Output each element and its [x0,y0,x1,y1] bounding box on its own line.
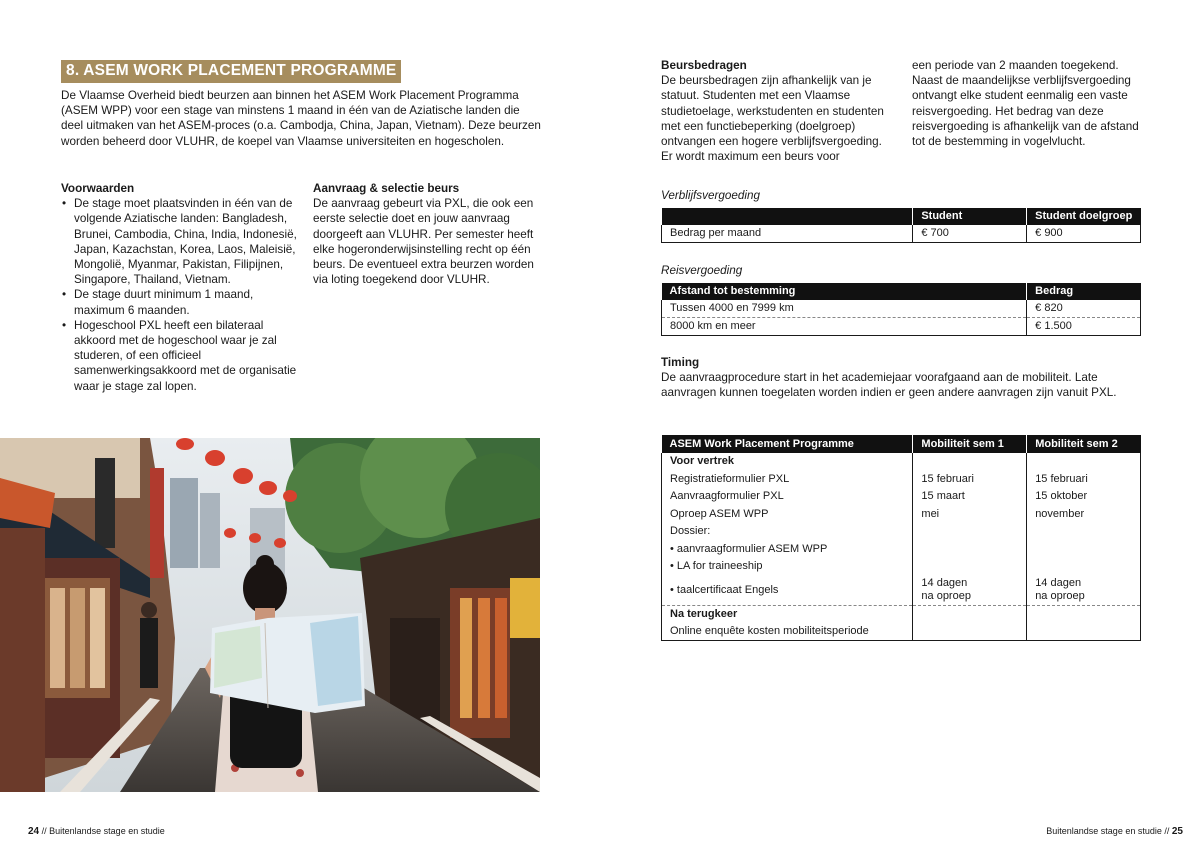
table-cell: mei [913,506,1027,524]
timing-heading: Timing [661,356,700,369]
asem-timeline-table [661,435,1141,641]
table-header: Afstand tot bestemming [662,283,1027,300]
table-cell [1027,576,1141,606]
table-cell: 8000 km en meer [662,318,1027,336]
beursbedragen-heading: Beursbedragen [661,59,747,72]
deadline-line: na oproep [1035,590,1085,603]
reis-caption: Reisvergoeding [661,264,743,277]
table-header [662,208,913,225]
list-item: • De stage duurt minimum 1 maand, maximum 6 maanden. [61,287,297,317]
verblijf-caption: Verblijfsvergoeding [661,189,760,202]
table-row [662,523,1141,541]
section-title: 8. ASEM WORK PLACEMENT PROGRAMME [61,60,401,83]
table-cell: Bedrag per maand [662,225,913,243]
table-cell: november [1027,506,1141,524]
table-row [662,471,1141,489]
table-cell: Oproep ASEM WPP [662,506,913,524]
timing-section [661,355,1143,401]
table-header: Mobiliteit sem 2 [1027,435,1141,453]
table-cell: Dossier: [662,523,913,541]
beursbedragen-text-continued: een periode van 2 maanden toegekend. Naast de maandelijkse verblijfsvergoeding ontvangt elke student eenmalig een vaste reisvergoeding. Het bedrag van deze reisvergoeding is afhankelijk van de afstand tot de bestemming in vogelvlucht. [912,59,1139,149]
table-row [662,488,1141,506]
reis-table [661,283,1141,336]
table-cell: 15 maart [913,488,1027,506]
table-row [662,623,1141,641]
table-row [662,576,1141,606]
table-row [662,506,1141,524]
timing-text: De aanvraagprocedure start in het academiejaar voorafgaand aan de mobiliteit. Late aanvragen kunnen toegelaten worden indien er geen andere aanvragen zijn vanuit PXL. [661,371,1117,400]
table-row [662,453,1141,471]
table-cell: • taalcertificaat Engels [662,576,913,606]
list-item: • De stage moet plaatsvinden in één van de volgende Aziatische landen: Bangladesh, Brunei, Cambodia, China, India, Indonesië, Japan, Kazachstan, Korea, Laos, Maleisië, Mongolië, Myanmar, Pakistan, Filipijnen, Singapore, Thailand, Vietnam. [61,196,297,287]
footer-title: Buitenlandse stage en studie [49,826,165,836]
table-row [662,606,1141,624]
table-header: Student [913,208,1027,225]
table-row [662,558,1141,576]
footer-separator: // [39,826,50,836]
table-header-row [662,283,1141,300]
footer-right [1046,826,1183,837]
table-header-row [662,208,1141,225]
footer-title: Buitenlandse stage en studie [1046,826,1162,836]
footer-left [28,826,165,837]
table-header: Mobiliteit sem 1 [913,435,1027,453]
verblijf-table [661,208,1141,243]
table-cell: Online enquête kosten mobiliteitsperiode [662,623,913,641]
voorwaarden-heading: Voorwaarden [61,182,135,195]
voorwaarden-list [61,196,297,394]
table-cell: • LA for traineeship [662,558,913,576]
aanvraag-text: De aanvraag gebeurt via PXL, die ook een eerste selectie doet en jouw aanvraag doorgeeft aan VLUHR. Per semester heeft elke hogeronderwijsinstelling recht op één beurs. De eventueel extra beurzen worden via loting toegekend door VLUHR. [313,197,534,287]
table-cell: Registratieformulier PXL [662,471,913,489]
table-row [662,225,1141,243]
table-cell: Tussen 4000 en 7999 km [662,300,1027,318]
right-page [600,0,1200,852]
table-cell: 15 februari [913,471,1027,489]
table-cell: € 1.500 [1027,318,1141,336]
table-cell: • aanvraagformulier ASEM WPP [662,541,913,559]
voor-vertrek-label: Voor vertrek [662,453,913,471]
page-number: 25 [1171,826,1183,837]
aanvraag-heading: Aanvraag & selectie beurs [313,182,460,195]
na-terugkeer-label: Na terugkeer [662,606,913,624]
table-row [662,318,1141,336]
list-item: • Hogeschool PXL heeft een bilateraal akkoord met de hogeschool waar je zal studeren, of een officieel samenwerkingsakkoord met de organisatie waar je stage zal lopen. [61,318,297,394]
table-header-row [662,435,1141,453]
table-cell: € 700 [913,225,1027,243]
deadline-line: na oproep [921,590,971,603]
page-number: 24 [28,826,40,837]
table-row [662,541,1141,559]
intro-paragraph: De Vlaamse Overheid biedt beurzen aan binnen het ASEM Work Placement Programma (ASEM WPP) voor een stage van minstens 1 maand in één van de Aziatische landen die deel uitmaken van het ASEM-proces (o.a. Cambodja, China, Japan, Vietnam). Deze beurzen worden beheerd door VLUHR, de koepel van Vlaamse universiteiten en hogescholen. [61,89,541,148]
table-cell: Aanvraagformulier PXL [662,488,913,506]
table-row [662,300,1141,318]
table-header: Bedrag [1027,283,1141,300]
voorwaarden-section [61,181,297,394]
street-market-photo [0,438,540,792]
beursbedragen-col2 [912,58,1144,149]
deadline-line: 14 dagen [921,577,968,590]
table-header: ASEM Work Placement Programme [662,435,913,453]
table-cell: 15 oktober [1027,488,1141,506]
table-cell: € 820 [1027,300,1141,318]
beursbedragen-col1 [661,58,893,164]
table-cell: 15 februari [1027,471,1141,489]
footer-separator: // [1161,826,1172,836]
table-header: Student doelgroep [1027,208,1141,225]
deadline-line: 14 dagen [1035,577,1082,590]
aanvraag-section [313,181,545,287]
table-cell [913,576,1027,606]
beursbedragen-text: De beursbedragen zijn afhankelijk van je statuut. Studenten met een Vlaamse studietoelage, werkstudenten en studenten met een functiebeperking (doelgroep) ontvangen een hogere verblijfsvergoeding. Er wordt maximum een beurs voor [661,74,884,164]
table-cell: € 900 [1027,225,1141,243]
